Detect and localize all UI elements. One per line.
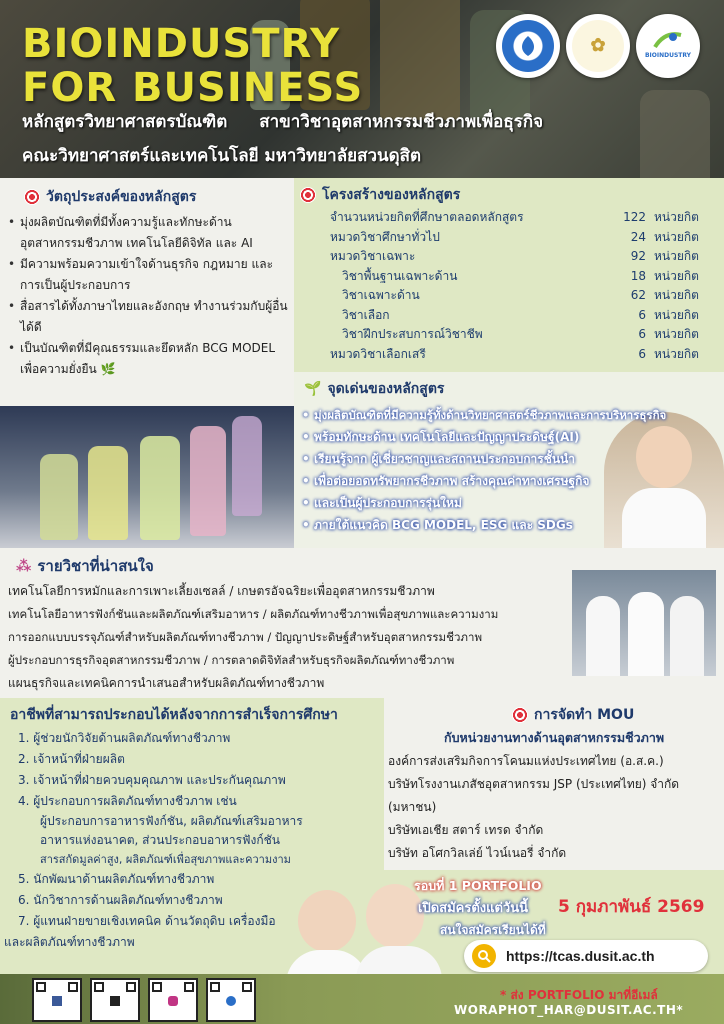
structure-row-label: วิชาฝึกประสบการณ์วิชาชีพ (342, 327, 483, 341)
portfolio-note: * ส่ง PORTFOLIO มาที่อีเมล์ (500, 988, 658, 1002)
career-sub-item: ผู้ประกอบการอาหารฟังก์ชัน, ผลิตภัณฑ์เสริมอาหาร (40, 814, 303, 828)
lab-bottles-photo (0, 406, 294, 548)
portfolio-email[interactable]: WORAPHOT_HAR@DUSIT.AC.TH* (454, 1003, 684, 1017)
target-icon (24, 189, 40, 205)
career-item: 5. นักพัฒนาด้านผลิตภัณฑ์ทางชีวภาพ (18, 872, 215, 886)
structure-row-unit: หน่วยกิต (654, 268, 699, 283)
structure-row-unit: หน่วยกิต (654, 229, 699, 244)
admission-open-label: เปิดสมัครตั้งแต่วันนี้ (418, 901, 529, 916)
title-line-1: BIOINDUSTRY (22, 21, 341, 67)
structure-row-label: วิชาเลือก (342, 307, 390, 322)
structure-row-credits: 18 (630, 268, 646, 283)
search-icon (472, 944, 496, 968)
highlights-title: จุดเด่นของหลักสูตร (327, 381, 445, 397)
structure-row-unit: หน่วยกิต (654, 249, 699, 263)
structure-row (330, 306, 716, 326)
lab-students-photo (572, 570, 716, 676)
partner-line: องค์การส่งเสริมกิจการโคนมแห่งประเทศไทย (อ.ส.ค.) (388, 754, 664, 768)
career-item: และผลิตภัณฑ์ทางชีวภาพ (4, 935, 135, 949)
career-sub-item: สารสกัดมูลค่าสูง, ผลิตภัณฑ์เพื่อสุขภาพและความงาม (40, 853, 291, 866)
subjects-panel (0, 548, 724, 698)
partners-list (388, 750, 722, 865)
objectives-heading (24, 186, 196, 208)
program-name: หลักสูตรวิทยาศาสตรบัณฑิต (22, 112, 228, 132)
structure-row-credits: 24 (630, 229, 646, 244)
target-icon (300, 187, 316, 203)
partners-title: การจัดทำ MOU (534, 707, 635, 723)
website-qr-code[interactable] (206, 978, 256, 1022)
structure-row (330, 345, 716, 365)
structure-row-label: หมวดวิชาศึกษาทั่วไป (330, 229, 440, 244)
qr-pattern-icon (110, 996, 120, 1006)
program-logo-text: BIOINDUSTRY (644, 52, 692, 59)
career-item: 4. ผู้ประกอบการผลิตภัณฑ์ทางชีวภาพ เช่น (18, 794, 237, 808)
highlights-list (302, 404, 722, 536)
structure-row (330, 267, 716, 287)
structure-row-credits: 6 (638, 327, 646, 341)
subject-line: แผนธุรกิจและเทคนิคการนำเสนอสำหรับผลิตภัณฑ์ทางชีวภาพ (8, 676, 325, 690)
target-icon (512, 707, 528, 723)
career-item: 3. เจ้าหน้าที่ฝ่ายควบคุมคุณภาพ และประกันคุณภาพ (18, 773, 286, 787)
structure-row-unit: หน่วยกิต (654, 210, 699, 224)
partner-line: (มหาชน) (388, 800, 437, 814)
line-qr-code[interactable] (90, 978, 140, 1022)
structure-row-label: หมวดวิชาเฉพาะ (330, 249, 416, 263)
instagram-icon (168, 996, 178, 1006)
structure-panel (294, 178, 724, 372)
highlight-item: • พร้อมทักษะด้าน เทคโนโลยีและปัญญาประดิษฐ์(AI) (302, 426, 722, 448)
objectives-list (8, 212, 288, 380)
structure-row (330, 286, 716, 306)
career-item: 7. ผู้แทนฝ่ายขายเชิงเทคนิค ด้านวัตถุดิบ เครื่องมือ (18, 914, 276, 928)
admission-interest: สนใจสมัครเรียนได้ที่ (440, 923, 546, 937)
highlights-heading (304, 378, 444, 400)
highlight-item: • ภายใต้แนวคิด BCG MODEL, ESG และ SDGs (302, 514, 722, 536)
structure-heading (300, 184, 460, 206)
facebook-icon (52, 996, 62, 1006)
structure-row-label: วิชาเฉพาะด้าน (342, 288, 420, 302)
structure-row-unit: หน่วยกิต (654, 327, 699, 341)
partners-panel (384, 698, 724, 870)
objective-item: • มุ่งผลิตบัณฑิตที่มีทั้งความรู้และทักษะด้านอุตสาหกรรมชีวภาพ เทคโนโลยีดิจิทัล และ AI (8, 212, 288, 254)
career-item: 1. ผู้ช่วยนักวิจัยด้านผลิตภัณฑ์ทางชีวภาพ (18, 731, 231, 745)
structure-row-label: หมวดวิชาเลือกเสรี (330, 346, 426, 361)
structure-table (330, 208, 716, 364)
career-item: 6. นักวิชาการด้านผลิตภัณฑ์ทางชีวภาพ (18, 893, 223, 907)
subject-line: ผู้ประกอบการธุรกิจอุตสาหกรรมชีวภาพ / การตลาดดิจิทัลสำหรับธุรกิจผลิตภัณฑ์ทางชีวภาพ (8, 653, 455, 667)
partner-line: บริษัทโรงงานเภสัชอุตสาหกรรม JSP (ประเทศไทย) จำกัด (388, 777, 680, 791)
faculty-name: คณะวิทยาศาสตร์และเทคโนโลยี มหาวิทยาลัยสวนดุสิต (22, 146, 422, 166)
subject-line: การออกแบบบรรจุภัณฑ์สำหรับผลิตภัณฑ์ทางชีวภาพ / ปัญญาประดิษฐ์สำหรับอุตสาหกรรมชีวภาพ (8, 630, 483, 644)
subjects-title: รายวิชาที่น่าสนใจ (37, 557, 154, 575)
subjects-heading (16, 554, 154, 578)
partner-line: บริษัทเอเชีย สตาร์ เทรด จำกัด (388, 823, 544, 837)
objective-item: • สื่อสารได้ทั้งภาษาไทยและอังกฤษ ทำงานร่วมกับผู้อื่นได้ดี (8, 296, 288, 338)
subject-line: เทคโนโลยีการหมักและการเพาะเลี้ยงเซลล์ / เกษตรอัจฉริยะเพื่ออุตสาหกรรมชีวภาพ (8, 584, 435, 598)
partners-subtitle: กับหน่วยงานทางด้านอุตสาหกรรมชีวภาพ (444, 730, 665, 745)
admission-round: รอบที่ 1 PORTFOLIO (414, 878, 542, 893)
objectives-title: วัตถุประสงค์ของหลักสูตร (46, 189, 197, 205)
structure-row (330, 247, 716, 267)
structure-row-unit: หน่วยกิต (654, 346, 699, 361)
sprout-icon: 🌱 (304, 381, 322, 397)
career-item: 2. เจ้าหน้าที่ฝ่ายผลิต (18, 752, 125, 766)
structure-row-credits: 62 (630, 288, 646, 302)
subjects-list (8, 580, 568, 695)
structure-row-credits: 122 (623, 210, 646, 224)
structure-row-label: วิชาพื้นฐานเฉพาะด้าน (342, 268, 458, 283)
structure-row-label: จำนวนหน่วยกิตที่ศึกษาตลอดหลักสูตร (330, 210, 524, 224)
structure-row-unit: หน่วยกิต (654, 307, 699, 322)
objective-item: • เป็นบัณฑิตที่มีคุณธรรมและยึดหลัก BCG MODEL เพื่อความยั่งยืน 🌿 (8, 338, 288, 380)
partners-heading (512, 704, 634, 726)
partner-line: บริษัท อโศกวิลเล่ย์ ไวน์เนอรี่ จำกัด (388, 846, 567, 860)
structure-row-credits: 6 (638, 346, 646, 361)
highlights-panel (294, 372, 724, 548)
structure-row (330, 325, 716, 345)
highlight-item: • มุ่งผลิตบัณฑิตที่มีความรู้ทั้งด้านวิทยาศาสตร์ชีวภาพและการบริหารธุรกิจ (302, 404, 722, 426)
structure-title: โครงสร้างของหลักสูตร (322, 187, 461, 203)
structure-row (330, 208, 716, 228)
career-sub-item: อาหารแห่งอนาคต, ส่วนประกอบอาหารฟังก์ชัน (40, 833, 281, 847)
highlight-item: • เพื่อต่อยอดทรัพยากรชีวภาพ สร้างคุณค่าทางเศรษฐกิจ (302, 470, 722, 492)
molecule-icon: ⁂ (16, 557, 32, 575)
structure-row (330, 228, 716, 248)
facebook-qr-code[interactable] (32, 978, 82, 1022)
major-name: สาขาวิชาอุตสาหกรรมชีวภาพเพื่อธุรกิจ (259, 112, 544, 132)
header-banner (0, 0, 724, 178)
instagram-qr-code[interactable] (148, 978, 198, 1022)
page-title (22, 22, 363, 110)
globe-icon (226, 996, 236, 1006)
careers-title: อาชีพที่สามารถประกอบได้หลังจากการสำเร็จการศึกษา (10, 707, 338, 723)
objectives-panel (0, 178, 294, 406)
admission-deadline: 5 กุมภาพันธ์ 2569 (558, 897, 705, 917)
program-logo (636, 14, 700, 78)
structure-row-credits: 92 (630, 249, 646, 263)
subject-line: เทคโนโลยีอาหารฟังก์ชันและผลิตภัณฑ์เสริมอาหาร / ผลิตภัณฑ์ทางชีวภาพเพื่อสุขภาพและความงาม (8, 607, 499, 621)
highlight-item: • เรียนรู้จาก ผู้เชี่ยวชาญและสถานประกอบการชั้นนำ (302, 448, 722, 470)
highlight-item: • และเป็นผู้ประกอบการรุ่นใหม่ (302, 492, 722, 514)
title-line-2: FOR BUSINESS (22, 65, 364, 111)
objective-item: • มีความพร้อมความเข้าใจด้านธุรกิจ กฎหมาย และการเป็นผู้ประกอบการ (8, 254, 288, 296)
structure-row-unit: หน่วยกิต (654, 288, 699, 302)
website-link[interactable] (464, 940, 708, 972)
university-logo (496, 14, 560, 78)
structure-row-credits: 6 (638, 307, 646, 322)
faculty-logo: ✿ (566, 14, 630, 78)
website-url: https://tcas.dusit.ac.th (506, 948, 655, 964)
program-line (22, 108, 569, 135)
